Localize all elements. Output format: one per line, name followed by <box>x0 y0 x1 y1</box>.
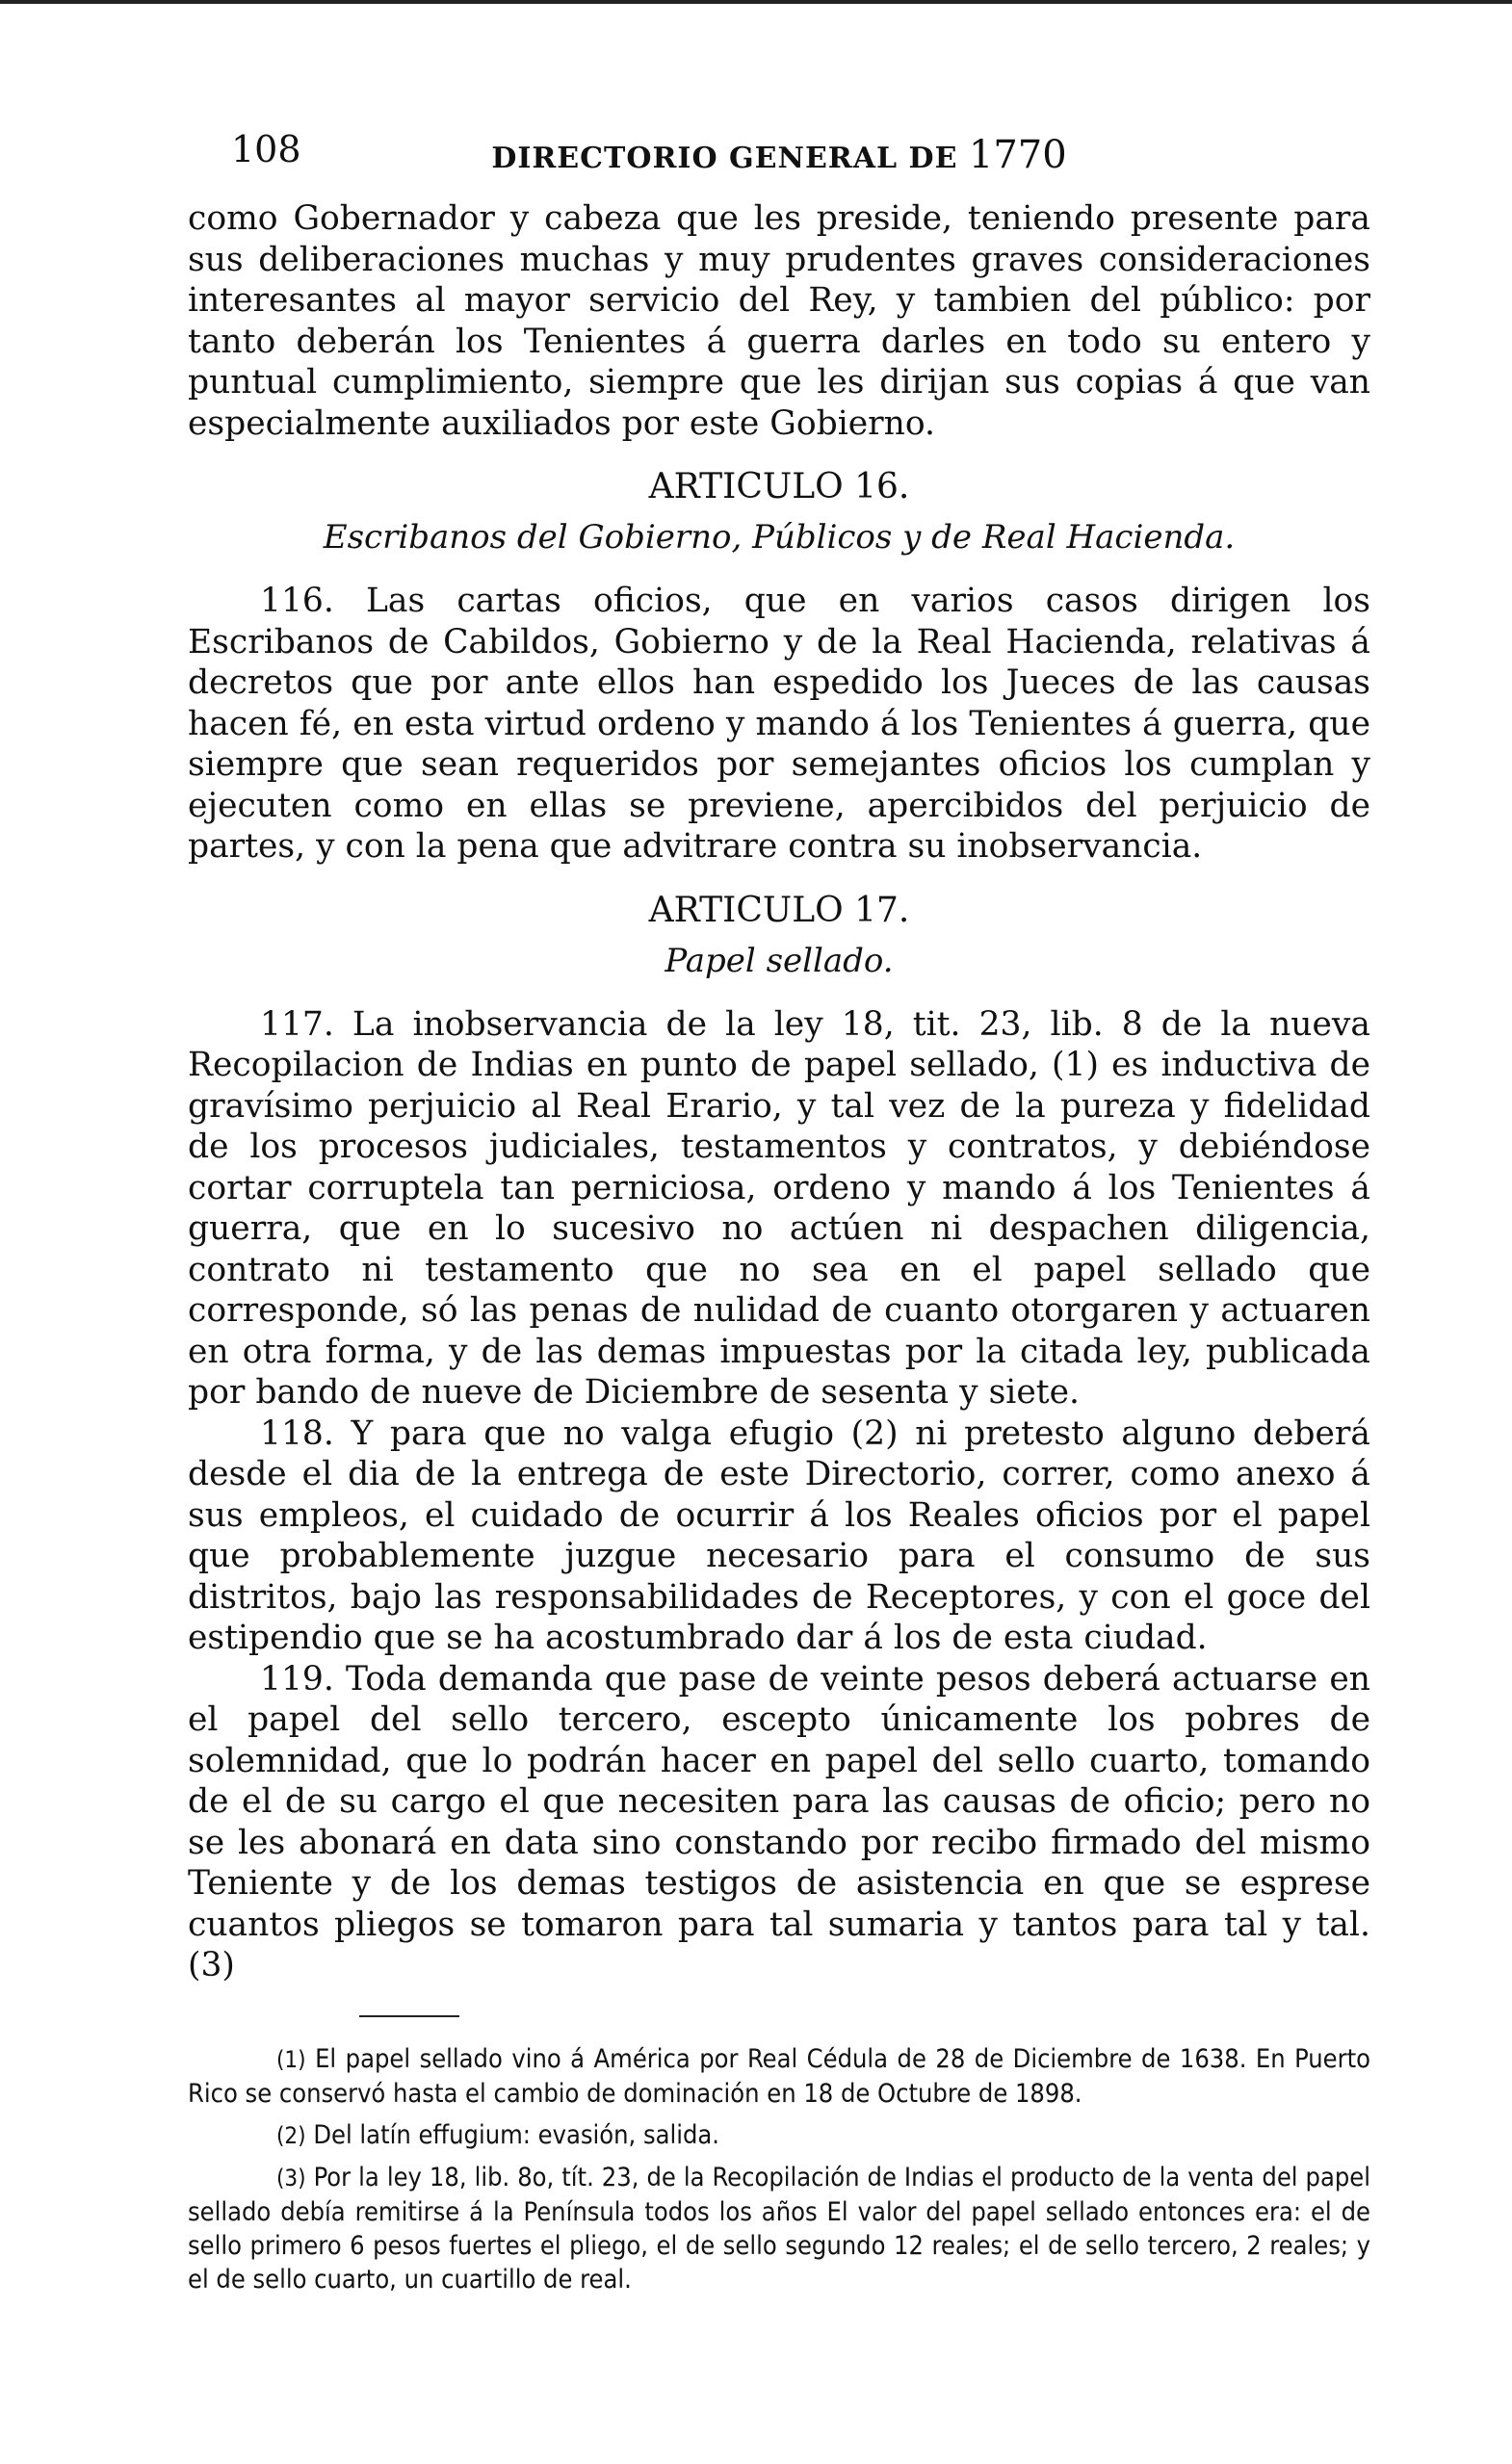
page-number: 108 <box>231 128 301 170</box>
document-page <box>188 123 1370 2304</box>
running-title-year: 1770 <box>968 133 1067 177</box>
top-border-rule <box>0 0 1512 4</box>
paragraph-118: 118. Y para que no valga efugio (2) ni pretesto alguno deberá desde el dia de la entrega de este Directorio, correr, como anexo á sus empleos, el cuidado de ocurrir á los Reales oficios por el papel que probablemente juzgue necesario para el consumo de sus distritos, bajo las responsabilidades de Receptores, y con el goce del estipendio que se ha acostumbrado dar á los de esta ciudad. <box>188 1414 1370 1657</box>
footnote-2-mark: (2) <box>276 2121 306 2149</box>
running-title-text: DIRECTORIO GENERAL DE <box>491 142 958 175</box>
footnote-1-mark: (1) <box>276 2045 306 2073</box>
paragraph-intro: como Gobernador y cabeza que les preside, teniendo presente para sus deliberaciones muchas y muy prudentes graves consideraciones interesantes al mayor servicio del Rey, y tambien del público: por tanto deberán los Tenientes á guerra darles en todo su entero y puntual cumplimiento, siempre que les dirijan sus copias á que van especialmente auxiliados por este Gobierno. <box>188 199 1370 443</box>
footnote-1 <box>188 2042 1370 2111</box>
footnote-2 <box>188 2118 1370 2153</box>
article-17-heading: ARTICULO 17. <box>648 890 910 930</box>
paragraph-117: 117. La inobservancia de la ley 18, tit. 23, lib. 8 de la nueva Recopilacion de Indias en punto de papel sellado, (1) es inductiva de gravísimo perjuicio al Real Erario, y tal vez de la pureza y fidelidad de los procesos judiciales, testamentos y contratos, y debiéndose cortar corruptela tan perniciosa, ordeno y mando á los Tenientes á guerra, que en lo sucesivo no actúen ni despachen diligencia, contrato ni testamento que no sea en el papel sellado que corresponde, só las penas de nulidad de cuanto otorgaren y actuaren en otra forma, y de las demas impuestas por la citada ley, publicada por bando de nueve de Diciembre de sesenta y siete. <box>188 1004 1370 1412</box>
article-17-subtitle: Papel sellado. <box>665 941 894 980</box>
paragraph-119: 119. Toda demanda que pase de veinte pesos deberá actuarse en el papel del sello tercero, escepto únicamente los pobres de solemnidad, que lo podrán hacer en papel del sello cuarto, tomando de el de su cargo el que necesiten para las causas de oficio; pero no se les abonará en data sino constando por recibo firmado del mismo Teniente y de los demas testigos de asistencia en que se esprese cuantos pliegos se tomaron para tal sumaria y tantos para tal y tal. (3) <box>188 1659 1370 1984</box>
running-title <box>188 128 1370 177</box>
footnote-3-text: Por la ley 18, lib. 8o, tít. 23, de la Recopilación de Indias el producto de la venta del papel sellado debía remitirse á la Península todos los años El valor del papel sellado entonces era: el de sello primero 6 pesos fuertes el pliego, el de sello segundo 12 reales; el de sello tercero, 2 reales; y el de sello cuarto, un cuartillo de real. <box>188 2162 1370 2295</box>
footnote-1-text: El papel sellado vino á América por Real Cédula de 28 de Diciembre de 1638. En Puerto Rico se conservó hasta el cambio de dominación en 18 de Octubre de 1898. <box>188 2043 1370 2109</box>
footnote-2-text: Del latín effugium: evasión, salida. <box>313 2119 720 2150</box>
footnote-divider <box>359 2015 459 2017</box>
footnote-3 <box>188 2161 1370 2296</box>
article-16-subtitle: Escribanos del Gobierno, Públicos y de Real Hacienda. <box>323 518 1236 557</box>
footnote-3-mark: (3) <box>276 2164 306 2192</box>
running-header <box>188 123 1370 181</box>
article-16-heading: ARTICULO 16. <box>648 467 910 506</box>
paragraph-116: 116. Las cartas oficios, que en varios casos dirigen los Escribanos de Cabildos, Gobierno y de la Real Hacienda, relativas á decretos que por ante ellos han espedido los Jueces de las causas hacen fé, en esta virtud ordeno y mando á los Tenientes á guerra, que siempre que sean requeridos por semejantes oficios los cumplan y ejecuten como en ellas se previene, apercibidos del perjuicio de partes, y con la pena que advitrare contra su inobservancia. <box>188 582 1370 866</box>
